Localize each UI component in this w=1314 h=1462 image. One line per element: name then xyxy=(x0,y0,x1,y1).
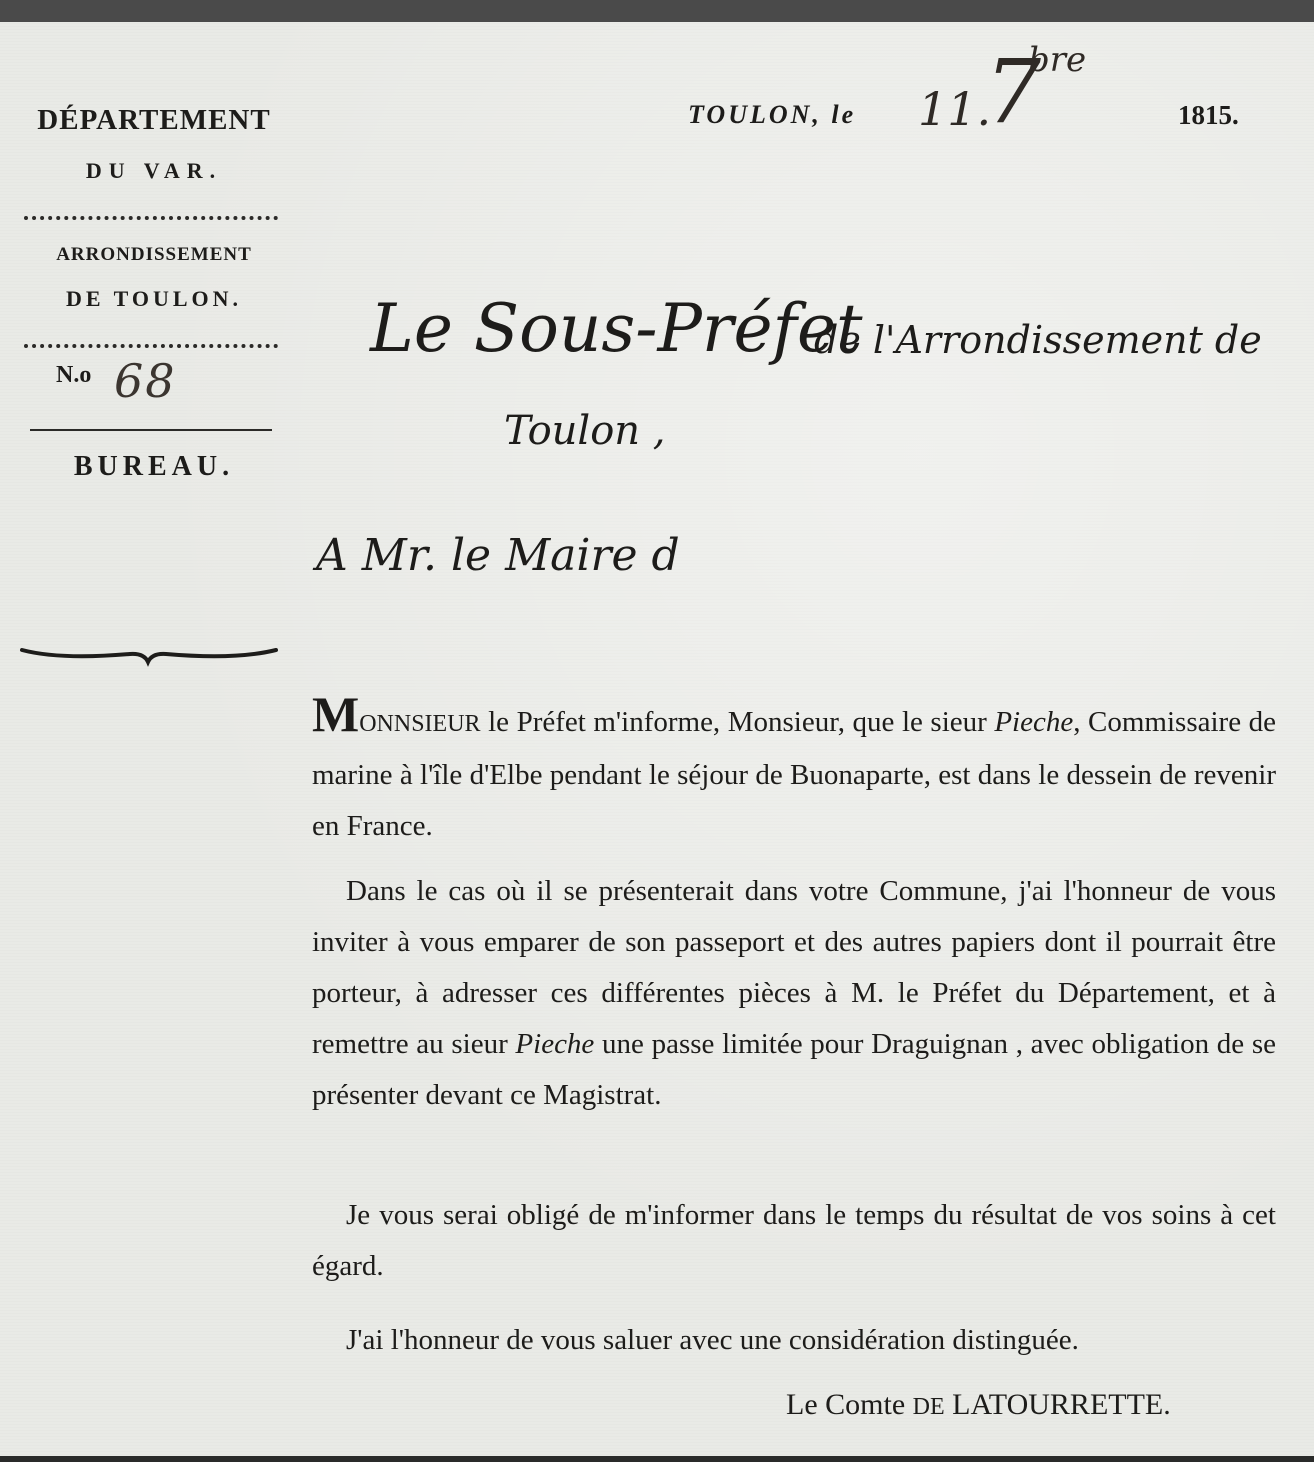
ornamental-brace xyxy=(20,638,278,668)
body-paragraph-3: Je vous serai obligé de m'informer dans le temps du résultat de vos soins à cet égard. xyxy=(312,1199,1276,1282)
bottom-frame-strip xyxy=(0,1456,1314,1462)
top-frame-strip xyxy=(0,0,1314,22)
signature-particle: DE xyxy=(912,1394,945,1420)
paragraph-text: le Préfet m'informe, Monsieur, que le sieur xyxy=(480,706,995,738)
letter-title-line2: Toulon , xyxy=(504,408,666,454)
letter-title-continuation: de l'Arrondissement de xyxy=(814,318,1262,362)
department-sub-heading: DU VAR. xyxy=(85,158,223,183)
number-label: N.o xyxy=(56,362,92,388)
signature-prefix: Le Comte xyxy=(786,1388,913,1421)
body-paragraph-1 xyxy=(312,686,1276,852)
arrondissement-sub-heading: DE TOULON. xyxy=(65,286,243,311)
person-name: Pieche xyxy=(994,706,1074,738)
date-year: 1815. xyxy=(1178,100,1239,130)
date-month-handwritten: 7 xyxy=(985,40,1041,143)
body-paragraph-2 xyxy=(312,866,1276,1121)
date-place: TOULON, le xyxy=(688,100,857,129)
solid-divider xyxy=(30,429,272,431)
date-month-superscript: bre xyxy=(1028,40,1087,80)
letter-title: Le Sous-Préfet xyxy=(370,290,863,367)
date-day-handwritten: 11. xyxy=(918,82,992,136)
signature-line xyxy=(786,1388,1171,1422)
handwritten-number: 68 xyxy=(114,354,177,408)
closing-salutation: J'ai l'honneur de vous saluer avec une considération distinguée. xyxy=(346,1324,1079,1356)
dotted-divider xyxy=(24,216,278,220)
paragraph-text: , Commissaire de marine à l'île d'Elbe pendant le séjour de Buonaparte, est dans le dessein de revenir en France. xyxy=(312,706,1276,842)
drop-cap: M xyxy=(312,686,360,742)
bureau-heading: BUREAU. xyxy=(73,451,235,482)
person-name: Pieche xyxy=(515,1028,595,1060)
paragraph-text: une passe limitée pour Draguignan , avec obligation de se présenter devant ce Magistrat. xyxy=(312,1028,1276,1111)
paragraph-text: Dans le cas où il se présenterait dans votre Commune, j'ai l'honneur de vous inviter à vous emparer de son passeport et des autres papiers dont il pourrait être porteur, à adresser ces différentes pièces à M. le Préfet du Département, et à remettre au sieur xyxy=(312,875,1276,1060)
addressee: A Mr. le Maire d xyxy=(316,530,680,581)
signature-name: LATOURRETTE. xyxy=(944,1388,1171,1421)
dotted-divider xyxy=(24,344,278,348)
department-heading: DÉPARTEMENT xyxy=(37,104,271,136)
arrondissement-heading: ARRONDISSEMENT xyxy=(56,244,252,265)
small-caps-word: ONNSIEUR xyxy=(359,711,481,737)
